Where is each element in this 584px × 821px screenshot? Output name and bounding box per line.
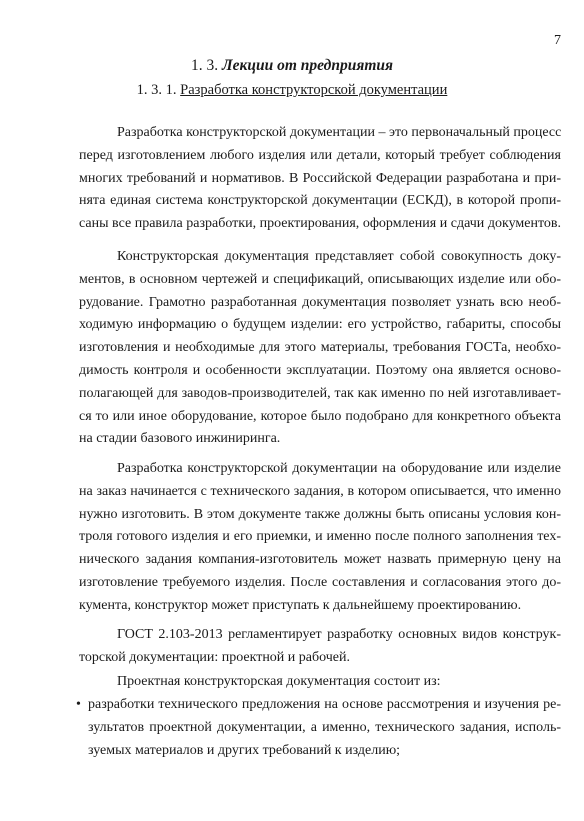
paragraph xyxy=(79,246,561,451)
bullet-list xyxy=(76,694,561,762)
paragraph xyxy=(79,122,561,236)
paragraph xyxy=(79,624,561,670)
text-line: торской документации: проектной и рабочей. xyxy=(79,649,351,665)
text-line: на заказ начинается с технического задания, в котором описывается, что именно xyxy=(79,483,561,499)
text-line: кумента, конструктор может приступать к дальнейшему проектированию. xyxy=(79,597,522,613)
text-line: рудование. Грамотно разработанная документация позволяет узнать всю необ- xyxy=(79,294,561,310)
text-line: Разработка конструкторской документации – это первоначальный процесс xyxy=(117,125,562,140)
subsection-number: 1. 3. 1. xyxy=(136,82,177,98)
text-line: нята единая система конструкторской документации (ЕСКД), в которой пропи- xyxy=(79,193,561,209)
text-line: саны все правила разработки, проектирования, оформления и сдачи документов. xyxy=(79,216,561,232)
list-item xyxy=(76,694,561,717)
subsection-title xyxy=(0,82,584,99)
page-number: 7 xyxy=(554,33,561,48)
text-line: зультатов проектной документации, а именно, технического задания, исполь- xyxy=(88,719,561,735)
text-line: на стадии базового инжиниринга. xyxy=(79,431,281,447)
text-line: изготовления и необходимые для этого материалы, требования ГОСТа, необхо- xyxy=(79,340,561,356)
text-line: ГОСТ 2.103-2013 регламентирует разработку основных видов конструк- xyxy=(117,627,561,642)
text-line: разработки технического предложения на основе рассмотрения и изучения ре- xyxy=(88,697,561,712)
section-number: 1. 3. xyxy=(191,57,219,74)
text-line: ходимую информацию о будущем изделии: его устройство, габариты, способы xyxy=(79,317,561,333)
text-line: димость контроля и особенности эксплуатации. Поэтому она является осново- xyxy=(79,362,561,378)
bullet-marker: • xyxy=(76,697,81,712)
paragraph xyxy=(79,458,561,618)
text-line: многих требований и нормативов. В Российской Федерации разработана и при- xyxy=(79,170,561,186)
subsection-name: Разработка конструкторской документации xyxy=(180,82,448,98)
text-line: Разработка конструкторской документации на оборудование или изделие xyxy=(117,461,561,476)
text-line: Проектная конструкторская документация состоит из: xyxy=(117,674,441,689)
text-line: Конструкторская документация представляет собой совокупность доку- xyxy=(117,249,561,264)
text-line: полагающей для заводов-производителей, так как именно по ней изготавливает- xyxy=(79,385,561,401)
text-line: троля готового изделия и его приемки, и именно после полного заполнения тех- xyxy=(79,529,561,545)
text-line: изготовление требуемого изделия. После составления и согласования этого до- xyxy=(79,574,561,590)
section-title xyxy=(0,57,584,75)
section-name: Лекции от предприятия xyxy=(222,57,393,74)
text-line: ся то или иное оборудование, которое было подобрано для конкретного объекта xyxy=(79,408,561,424)
paragraph xyxy=(79,671,561,694)
text-line: перед изготовлением любого изделия или детали, который требует соблюдения xyxy=(79,147,561,163)
text-line: нического задания компания-изготовитель может назвать примерную цену на xyxy=(79,552,561,568)
text-line: нужно изготовить. В этом документе также должны быть описаны условия кон- xyxy=(79,506,561,522)
text-line: зуемых материалов и других требований к изделию; xyxy=(88,742,401,758)
text-line: ментов, в основном чертежей и спецификаций, описывающих изделие или обо- xyxy=(79,271,561,287)
